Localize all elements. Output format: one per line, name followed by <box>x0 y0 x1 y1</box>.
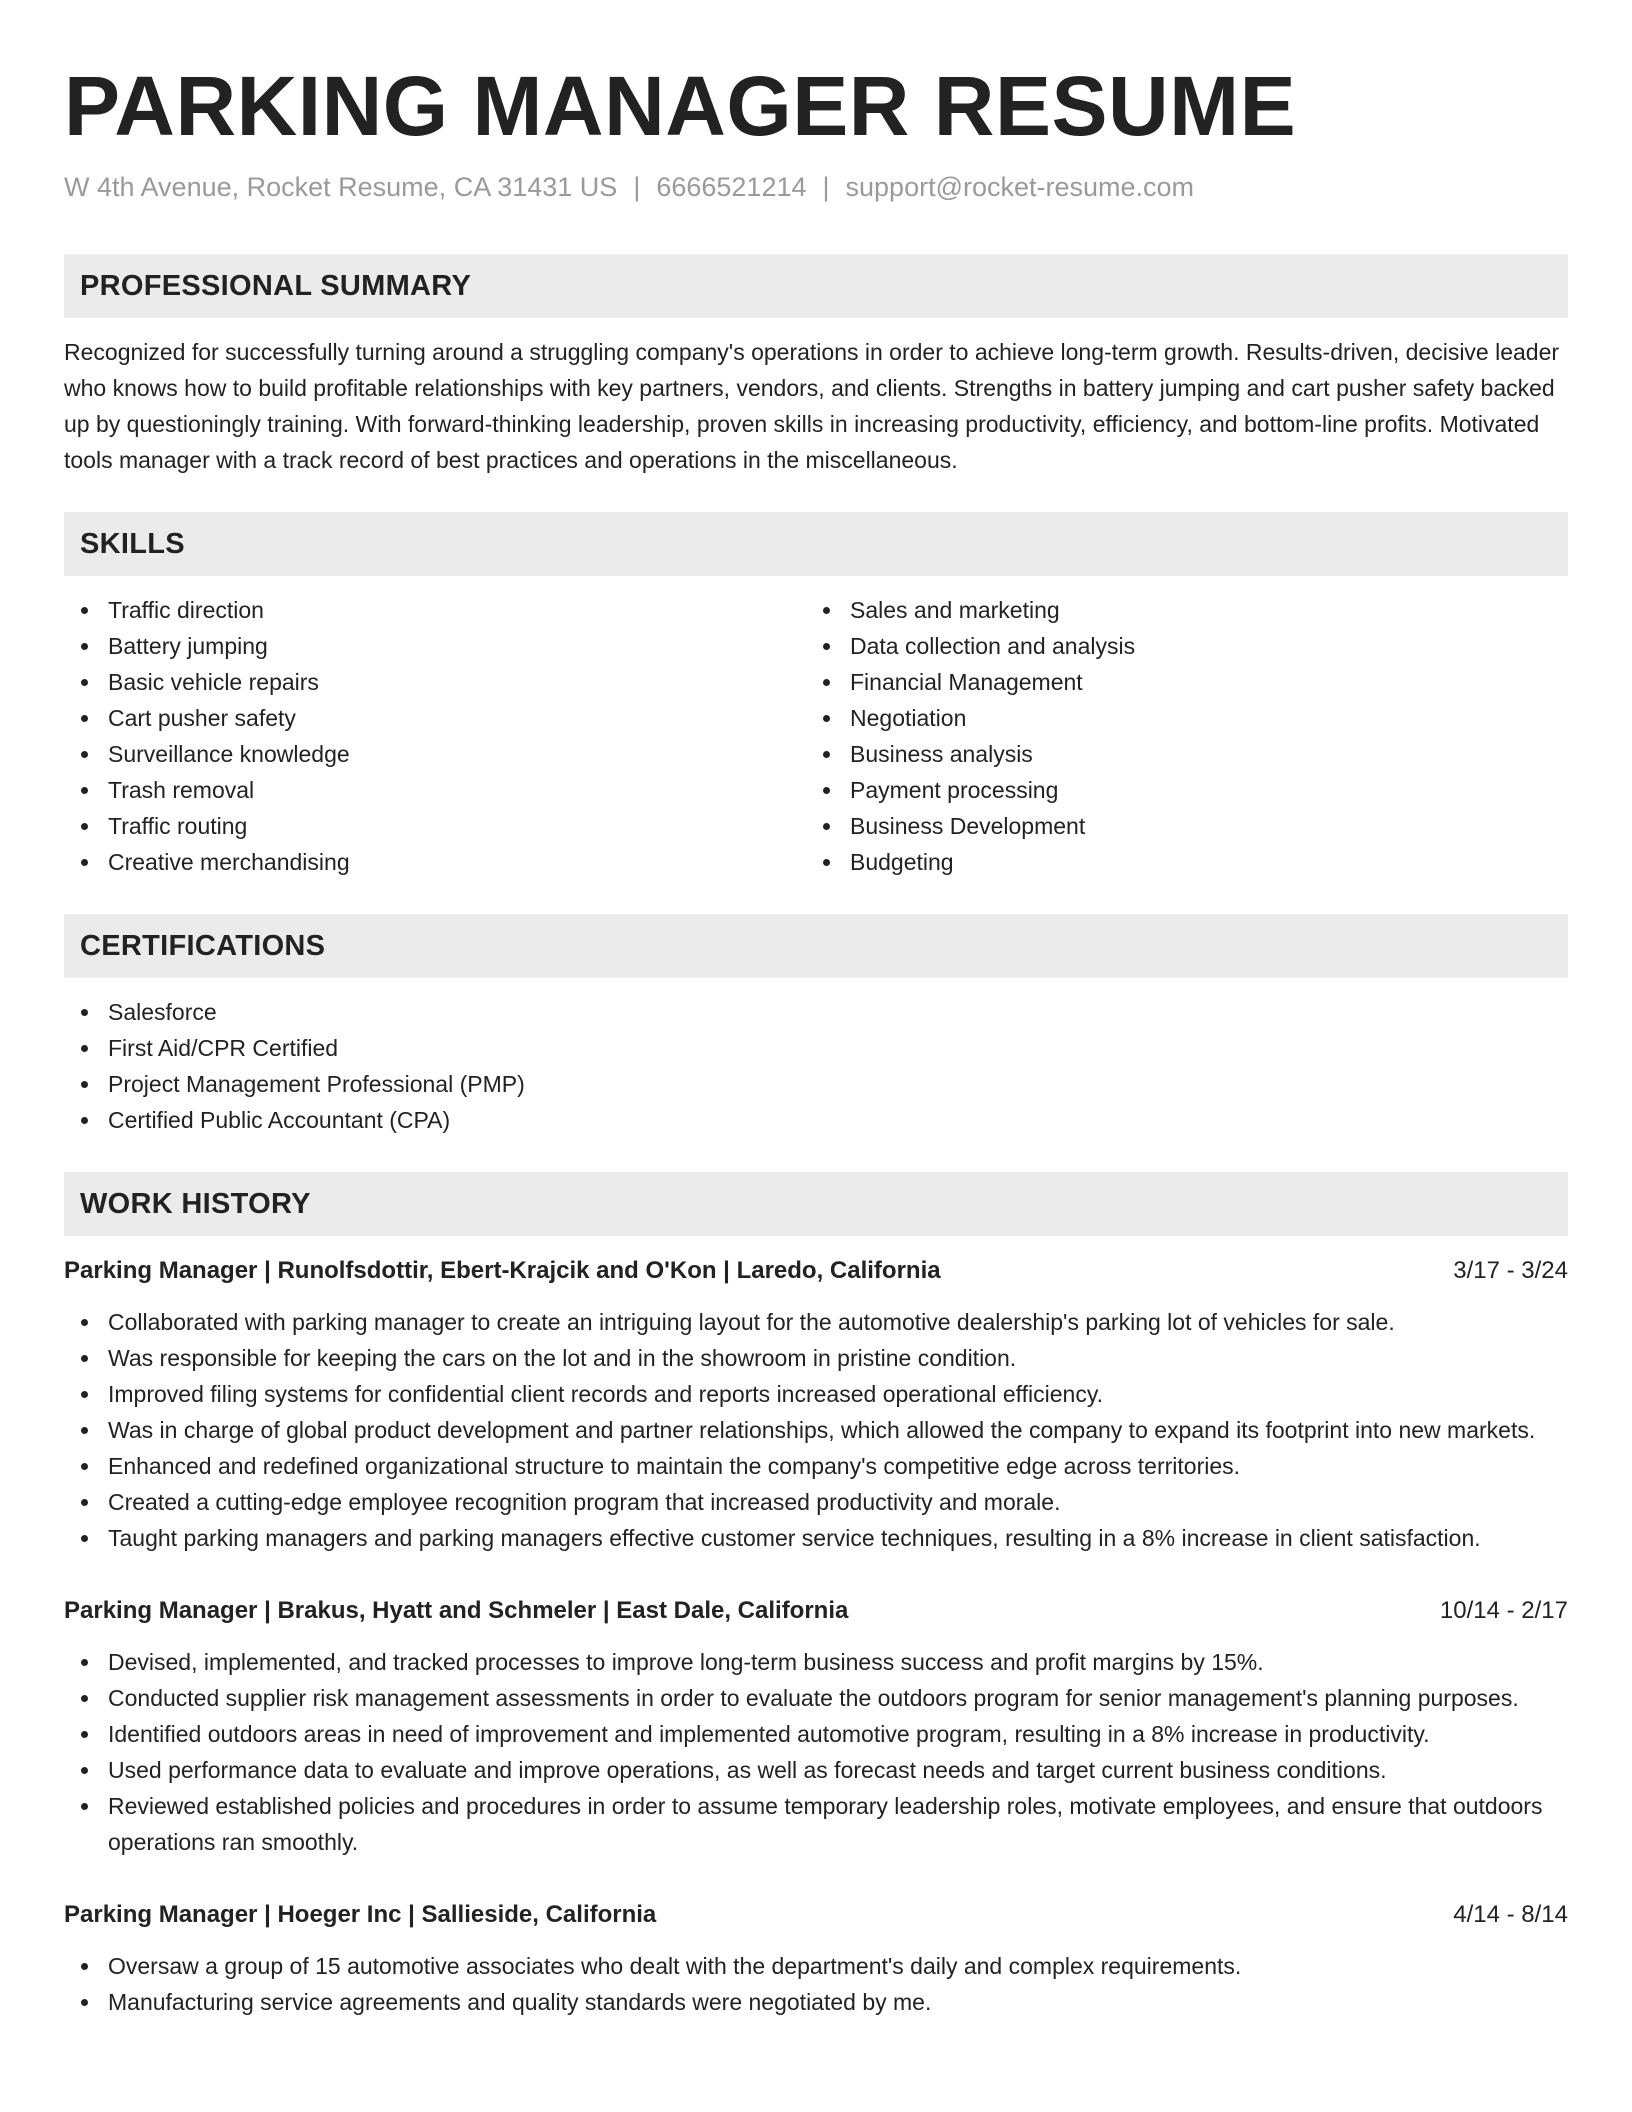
job-entry <box>64 1254 1568 1556</box>
job-dates: 10/14 - 2/17 <box>1439 1597 1568 1624</box>
job-bullet: Identified outdoors areas in need of improvement and implemented automotive program, resulting in a 8% increase in productivity. <box>64 1716 1568 1752</box>
certifications-list <box>64 994 1568 1138</box>
job-title: Parking Manager | Brakus, Hyatt and Schmeler | East Dale, California <box>64 1597 849 1624</box>
skills-section-heading: SKILLS <box>64 512 1568 576</box>
certification-item: First Aid/CPR Certified <box>64 1030 1568 1066</box>
job-entry <box>64 1594 1568 1860</box>
job-bullet: Oversaw a group of 15 automotive associates who dealt with the department's daily and complex requirements. <box>64 1948 1568 1984</box>
skills-grid <box>64 592 1568 880</box>
contact-phone: 6666521214 <box>656 172 807 202</box>
certification-item: Certified Public Accountant (CPA) <box>64 1102 1568 1138</box>
job-bullet: Conducted supplier risk management assessments in order to evaluate the outdoors program for senior management's planning purposes. <box>64 1680 1568 1716</box>
job-header <box>64 1254 1568 1288</box>
job-bullet-list <box>64 1948 1568 2020</box>
job-bullet: Collaborated with parking manager to create an intriguing layout for the automotive dealership's parking lot of vehicles for sale. <box>64 1304 1568 1340</box>
job-bullet: Enhanced and redefined organizational structure to maintain the company's competitive edge across territories. <box>64 1448 1568 1484</box>
job-bullet: Used performance data to evaluate and improve operations, as well as forecast needs and target current business conditions. <box>64 1752 1568 1788</box>
contact-separator: | <box>822 172 830 202</box>
job-entry <box>64 1898 1568 2020</box>
work-history-section-heading: WORK HISTORY <box>64 1172 1568 1236</box>
summary-section-heading: PROFESSIONAL SUMMARY <box>64 254 1568 318</box>
certification-item: Project Management Professional (PMP) <box>64 1066 1568 1102</box>
skill-item: Budgeting <box>806 844 1548 880</box>
skill-item: Trash removal <box>64 772 806 808</box>
skill-item: Financial Management <box>806 664 1548 700</box>
contact-separator: | <box>633 172 641 202</box>
skill-item: Sales and marketing <box>806 592 1548 628</box>
contact-email: support@rocket-resume.com <box>845 172 1195 202</box>
job-title: Parking Manager | Runolfsdottir, Ebert-Krajcik and O'Kon | Laredo, California <box>64 1257 941 1284</box>
job-bullet-list <box>64 1304 1568 1556</box>
job-bullet-list <box>64 1644 1568 1860</box>
job-title: Parking Manager | Hoeger Inc | Sallieside, California <box>64 1901 657 1928</box>
skill-item: Battery jumping <box>64 628 806 664</box>
skills-list-right <box>806 592 1548 880</box>
resume-title: PARKING MANAGER RESUME <box>64 59 1297 153</box>
skill-item: Business analysis <box>806 736 1548 772</box>
certifications-section-heading: CERTIFICATIONS <box>64 914 1568 978</box>
job-bullet: Improved filing systems for confidential client records and reports increased operational efficiency. <box>64 1376 1568 1412</box>
skill-item: Surveillance knowledge <box>64 736 806 772</box>
job-dates: 3/17 - 3/24 <box>1453 1257 1568 1284</box>
job-bullet: Reviewed established policies and procedures in order to assume temporary leadership roles, motivate employees, and ensure that outdoors operations ran smoothly. <box>64 1788 1568 1860</box>
skill-item: Cart pusher safety <box>64 700 806 736</box>
skill-item: Data collection and analysis <box>806 628 1548 664</box>
skill-item: Traffic direction <box>64 592 806 628</box>
job-dates: 4/14 - 8/14 <box>1453 1901 1568 1928</box>
certification-item: Salesforce <box>64 994 1568 1030</box>
skill-item: Payment processing <box>806 772 1548 808</box>
job-bullet: Taught parking managers and parking managers effective customer service techniques, resulting in a 8% increase in client satisfaction. <box>64 1520 1568 1556</box>
job-header <box>64 1898 1568 1932</box>
job-bullet: Created a cutting-edge employee recognition program that increased productivity and morale. <box>64 1484 1568 1520</box>
skill-item: Traffic routing <box>64 808 806 844</box>
job-bullet: Was responsible for keeping the cars on the lot and in the showroom in pristine condition. <box>64 1340 1568 1376</box>
job-bullet: Devised, implemented, and tracked processes to improve long-term business success and profit margins by 15%. <box>64 1644 1568 1680</box>
contact-address: W 4th Avenue, Rocket Resume, CA 31431 US <box>64 172 618 202</box>
summary-text: Recognized for successfully turning around a struggling company's operations in order to achieve long-term growth. Results-driven, decisive leader who knows how to build profitable relationships with key partners, vendors, and clients. Strengths in battery jumping and cart pusher safety backed up by questioningly training. With forward-thinking leadership, proven skills in increasing productivity, efficiency, and bottom-line profits. Motivated tools manager with a track record of best practices and operations in the miscellaneous. <box>64 339 1560 473</box>
job-bullet: Was in charge of global product development and partner relationships, which allowed the company to expand its footprint into new markets. <box>64 1412 1568 1448</box>
skill-item: Creative merchandising <box>64 844 806 880</box>
skill-item: Business Development <box>806 808 1548 844</box>
skill-item: Negotiation <box>806 700 1548 736</box>
skills-list-left <box>64 592 806 880</box>
contact-line <box>64 170 1568 204</box>
skill-item: Basic vehicle repairs <box>64 664 806 700</box>
job-header <box>64 1594 1568 1628</box>
job-bullet: Manufacturing service agreements and quality standards were negotiated by me. <box>64 1984 1568 2020</box>
